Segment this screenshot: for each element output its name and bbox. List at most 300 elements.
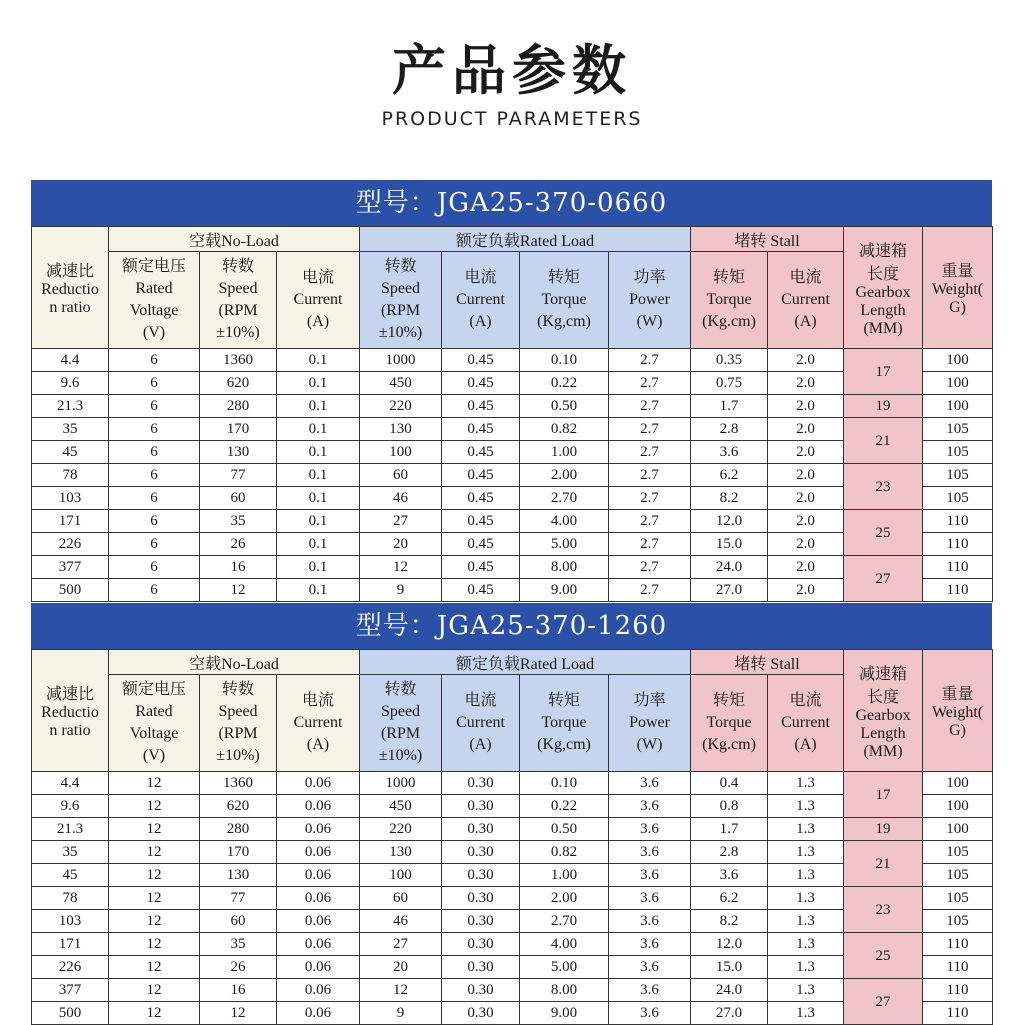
cell-rated-speed: 46 xyxy=(360,487,442,510)
cell-weight: 100 xyxy=(923,795,993,818)
cell-rated-current: 0.30 xyxy=(442,795,520,818)
cell-reduction-ratio: 103 xyxy=(32,910,109,933)
cell-weight: 105 xyxy=(923,487,993,510)
cell-no-load-speed: 35 xyxy=(200,933,277,956)
cell-rated-power: 2.7 xyxy=(609,418,691,441)
header-gearbox-length-line: Length xyxy=(860,301,906,319)
header-rated-voltage-line: (V) xyxy=(142,324,166,341)
cell-no-load-speed: 620 xyxy=(200,372,277,395)
cell-gearbox-length: 21 xyxy=(844,418,923,464)
cell-reduction-ratio: 78 xyxy=(32,464,109,487)
cell-stall-torque: 15.0 xyxy=(691,533,768,556)
cell-rated-torque: 0.50 xyxy=(520,395,609,418)
header-stall-torque-line: (Kg.cm) xyxy=(702,736,756,753)
cell-rated-speed: 9 xyxy=(360,579,442,602)
cell-reduction-ratio: 9.6 xyxy=(32,795,109,818)
cell-rated-speed: 12 xyxy=(360,979,442,1002)
cell-no-load-speed: 280 xyxy=(200,818,277,841)
header-gearbox-length-line: Gearbox xyxy=(855,706,911,724)
cell-weight: 105 xyxy=(923,441,993,464)
page-title: 产品参数 xyxy=(392,39,632,102)
header-no-load-current xyxy=(277,252,360,349)
spec-block-1260 xyxy=(31,603,992,1025)
cell-rated-current: 0.45 xyxy=(442,533,520,556)
cell-no-load-current: 0.1 xyxy=(277,464,360,487)
header-stall-current xyxy=(768,675,844,772)
cell-stall-torque: 3.6 xyxy=(691,441,768,464)
group-header-rated-load: 额定负载Rated Load xyxy=(360,227,691,252)
cell-stall-current: 1.3 xyxy=(768,910,844,933)
table-row xyxy=(32,979,993,1002)
cell-stall-current: 2.0 xyxy=(768,418,844,441)
cell-reduction-ratio: 103 xyxy=(32,487,109,510)
cell-stall-torque: 0.75 xyxy=(691,372,768,395)
cell-no-load-current: 0.06 xyxy=(277,910,360,933)
header-rated-power-line: (W) xyxy=(636,313,663,330)
cell-rated-torque: 9.00 xyxy=(520,1002,609,1025)
header-rated-torque-line: Torque xyxy=(541,291,587,308)
group-header-rated-load: 额定负载Rated Load xyxy=(360,650,691,675)
cell-weight: 105 xyxy=(923,464,993,487)
header-reduction-ratio-line: n ratio xyxy=(49,722,91,739)
header-no-load-speed-line: 转数 xyxy=(221,681,254,698)
header-rated-speed-line: 转数 xyxy=(384,258,417,275)
cell-stall-current: 2.0 xyxy=(768,464,844,487)
cell-gearbox-length: 27 xyxy=(844,979,923,1025)
cell-rated-power: 2.7 xyxy=(609,349,691,372)
table-row xyxy=(32,841,993,864)
cell-rated-speed: 1000 xyxy=(360,772,442,795)
cell-rated-voltage: 12 xyxy=(109,956,200,979)
header-no-load-current-line: (A) xyxy=(306,736,330,753)
cell-rated-torque: 4.00 xyxy=(520,933,609,956)
cell-rated-speed: 60 xyxy=(360,464,442,487)
cell-rated-voltage: 12 xyxy=(109,795,200,818)
header-no-load-speed-line: Speed xyxy=(218,280,258,297)
cell-stall-current: 1.3 xyxy=(768,979,844,1002)
cell-stall-current: 1.3 xyxy=(768,795,844,818)
cell-gearbox-length: 23 xyxy=(844,887,923,933)
header-stall-torque-line: 转矩 xyxy=(713,692,746,709)
header-stall-current-line: Current xyxy=(781,714,830,731)
cell-stall-torque: 24.0 xyxy=(691,556,768,579)
cell-rated-power: 3.6 xyxy=(609,933,691,956)
cell-rated-torque: 0.82 xyxy=(520,418,609,441)
header-no-load-speed xyxy=(200,675,277,772)
cell-rated-torque: 0.22 xyxy=(520,795,609,818)
cell-no-load-speed: 280 xyxy=(200,395,277,418)
cell-no-load-current: 0.06 xyxy=(277,864,360,887)
cell-rated-voltage: 12 xyxy=(109,1002,200,1025)
cell-rated-voltage: 12 xyxy=(109,933,200,956)
header-no-load-current xyxy=(277,675,360,772)
cell-rated-current: 0.30 xyxy=(442,956,520,979)
header-gearbox-length xyxy=(844,227,923,349)
cell-rated-voltage: 6 xyxy=(109,487,200,510)
cell-weight: 110 xyxy=(923,933,993,956)
cell-rated-power: 3.6 xyxy=(609,772,691,795)
cell-stall-torque: 27.0 xyxy=(691,1002,768,1025)
cell-rated-speed: 20 xyxy=(360,533,442,556)
cell-reduction-ratio: 171 xyxy=(32,510,109,533)
cell-stall-torque: 3.6 xyxy=(691,864,768,887)
model-banner: 型号：JGA25-370-1260 xyxy=(31,603,992,649)
cell-reduction-ratio: 21.3 xyxy=(32,818,109,841)
cell-reduction-ratio: 226 xyxy=(32,533,109,556)
cell-rated-power: 3.6 xyxy=(609,864,691,887)
cell-no-load-current: 0.1 xyxy=(277,510,360,533)
cell-no-load-speed: 60 xyxy=(200,487,277,510)
header-no-load-speed xyxy=(200,252,277,349)
header-rated-speed-line: 转数 xyxy=(384,681,417,698)
header-rated-speed xyxy=(360,675,442,772)
cell-rated-current: 0.30 xyxy=(442,841,520,864)
cell-no-load-current: 0.1 xyxy=(277,579,360,602)
header-no-load-current-line: Current xyxy=(293,291,343,308)
header-rated-power-line: 功率 xyxy=(633,692,666,709)
cell-rated-power: 3.6 xyxy=(609,1002,691,1025)
cell-rated-power: 3.6 xyxy=(609,818,691,841)
header-rated-voltage-line: Rated xyxy=(135,280,173,297)
header-gearbox-length-line: 长度 xyxy=(867,265,900,283)
group-header-row xyxy=(32,650,993,675)
cell-rated-speed: 12 xyxy=(360,556,442,579)
cell-stall-current: 1.3 xyxy=(768,841,844,864)
cell-no-load-speed: 620 xyxy=(200,795,277,818)
cell-stall-torque: 0.4 xyxy=(691,772,768,795)
cell-no-load-current: 0.06 xyxy=(277,795,360,818)
cell-rated-current: 0.45 xyxy=(442,395,520,418)
header-rated-power xyxy=(609,675,691,772)
header-rated-voltage xyxy=(109,675,200,772)
cell-no-load-speed: 12 xyxy=(200,1002,277,1025)
cell-rated-speed: 27 xyxy=(360,510,442,533)
table-row xyxy=(32,556,993,579)
cell-rated-speed: 100 xyxy=(360,864,442,887)
table-row xyxy=(32,933,993,956)
header-stall-torque-line: Torque xyxy=(706,291,752,308)
cell-reduction-ratio: 35 xyxy=(32,418,109,441)
cell-stall-current: 1.3 xyxy=(768,1002,844,1025)
spec-table xyxy=(31,649,993,1025)
cell-no-load-speed: 60 xyxy=(200,910,277,933)
header-rated-torque-line: 转矩 xyxy=(548,269,581,286)
cell-weight: 105 xyxy=(923,841,993,864)
cell-stall-current: 2.0 xyxy=(768,487,844,510)
cell-rated-power: 2.7 xyxy=(609,556,691,579)
table-row xyxy=(32,464,993,487)
cell-rated-torque: 8.00 xyxy=(520,979,609,1002)
header-rated-speed-line: (RPM xyxy=(380,725,421,742)
header-weight-line: 重量 xyxy=(941,263,974,280)
header-rated-torque-line: 转矩 xyxy=(548,692,581,709)
header-weight-line: Weight( xyxy=(931,704,984,721)
cell-rated-power: 2.7 xyxy=(609,510,691,533)
spec-block-0660 xyxy=(31,180,992,602)
header-rated-voltage-line: 额定电压 xyxy=(121,681,186,698)
header-gearbox-length-line: 减速箱 xyxy=(859,665,908,683)
cell-no-load-speed: 1360 xyxy=(200,349,277,372)
header-no-load-speed-line: Speed xyxy=(218,703,258,720)
cell-reduction-ratio: 377 xyxy=(32,556,109,579)
header-rated-torque-line: (Kg,cm) xyxy=(537,736,591,753)
cell-rated-torque: 4.00 xyxy=(520,510,609,533)
cell-stall-current: 1.3 xyxy=(768,887,844,910)
cell-rated-torque: 0.10 xyxy=(520,349,609,372)
header-rated-torque-line: (Kg,cm) xyxy=(537,313,591,330)
cell-rated-torque: 9.00 xyxy=(520,579,609,602)
header-rated-voltage-line: (V) xyxy=(142,747,166,764)
header-rated-current xyxy=(442,252,520,349)
cell-stall-torque: 24.0 xyxy=(691,979,768,1002)
cell-no-load-current: 0.1 xyxy=(277,487,360,510)
cell-no-load-speed: 26 xyxy=(200,956,277,979)
cell-rated-torque: 2.00 xyxy=(520,464,609,487)
cell-no-load-speed: 1360 xyxy=(200,772,277,795)
header-no-load-speed-line: ±10%) xyxy=(216,324,260,341)
cell-rated-voltage: 6 xyxy=(109,395,200,418)
group-header-row xyxy=(32,227,993,252)
header-weight-line: G) xyxy=(949,299,966,316)
header-stall-current-line: (A) xyxy=(794,313,817,330)
cell-rated-current: 0.30 xyxy=(442,1002,520,1025)
cell-gearbox-length: 17 xyxy=(844,772,923,818)
cell-reduction-ratio: 171 xyxy=(32,933,109,956)
cell-weight: 110 xyxy=(923,533,993,556)
cell-no-load-speed: 35 xyxy=(200,510,277,533)
header-stall-torque-line: 转矩 xyxy=(713,269,746,286)
cell-rated-power: 3.6 xyxy=(609,956,691,979)
cell-stall-current: 1.3 xyxy=(768,864,844,887)
header-rated-speed-line: ±10%) xyxy=(378,324,423,341)
cell-no-load-speed: 130 xyxy=(200,441,277,464)
cell-weight: 105 xyxy=(923,910,993,933)
cell-stall-torque: 6.2 xyxy=(691,887,768,910)
cell-rated-voltage: 6 xyxy=(109,441,200,464)
header-gearbox-length-line: 减速箱 xyxy=(859,242,908,260)
header-no-load-speed-line: 转数 xyxy=(221,258,254,275)
cell-rated-voltage: 12 xyxy=(109,979,200,1002)
cell-reduction-ratio: 4.4 xyxy=(32,349,109,372)
header-reduction-ratio-line: Reductio xyxy=(41,281,99,298)
cell-stall-torque: 8.2 xyxy=(691,910,768,933)
header-gearbox-length-line: (MM) xyxy=(863,742,903,760)
cell-rated-current: 0.30 xyxy=(442,887,520,910)
cell-gearbox-length: 25 xyxy=(844,933,923,979)
cell-rated-current: 0.45 xyxy=(442,464,520,487)
cell-rated-voltage: 6 xyxy=(109,533,200,556)
header-weight-line: Weight( xyxy=(931,281,984,298)
cell-reduction-ratio: 35 xyxy=(32,841,109,864)
cell-rated-torque: 0.50 xyxy=(520,818,609,841)
header-rated-speed-line: Speed xyxy=(380,280,421,297)
cell-rated-voltage: 6 xyxy=(109,418,200,441)
header-stall-current-line: 电流 xyxy=(789,692,822,709)
cell-stall-current: 1.3 xyxy=(768,933,844,956)
header-rated-power xyxy=(609,252,691,349)
table-row xyxy=(32,510,993,533)
cell-rated-speed: 1000 xyxy=(360,349,442,372)
header-weight xyxy=(923,650,993,772)
cell-no-load-current: 0.1 xyxy=(277,556,360,579)
cell-reduction-ratio: 226 xyxy=(32,956,109,979)
cell-stall-current: 2.0 xyxy=(768,349,844,372)
cell-reduction-ratio: 45 xyxy=(32,441,109,464)
cell-rated-current: 0.45 xyxy=(442,372,520,395)
header-reduction-ratio xyxy=(32,227,109,349)
cell-rated-speed: 450 xyxy=(360,795,442,818)
cell-no-load-current: 0.1 xyxy=(277,349,360,372)
header-stall-torque xyxy=(691,252,768,349)
header-rated-current xyxy=(442,675,520,772)
header-gearbox-length xyxy=(844,650,923,772)
cell-gearbox-length: 23 xyxy=(844,464,923,510)
cell-no-load-speed: 170 xyxy=(200,418,277,441)
cell-rated-power: 3.6 xyxy=(609,841,691,864)
cell-rated-voltage: 6 xyxy=(109,349,200,372)
header-stall-current xyxy=(768,252,844,349)
cell-rated-power: 3.6 xyxy=(609,795,691,818)
header-rated-voltage-line: 额定电压 xyxy=(121,258,186,275)
cell-no-load-current: 0.1 xyxy=(277,533,360,556)
cell-weight: 105 xyxy=(923,864,993,887)
cell-rated-torque: 1.00 xyxy=(520,864,609,887)
cell-stall-torque: 0.8 xyxy=(691,795,768,818)
cell-stall-current: 1.3 xyxy=(768,956,844,979)
cell-weight: 105 xyxy=(923,887,993,910)
cell-no-load-current: 0.1 xyxy=(277,395,360,418)
cell-rated-power: 2.7 xyxy=(609,579,691,602)
cell-no-load-current: 0.1 xyxy=(277,372,360,395)
cell-stall-current: 2.0 xyxy=(768,556,844,579)
cell-rated-current: 0.45 xyxy=(442,441,520,464)
cell-stall-torque: 2.8 xyxy=(691,418,768,441)
cell-no-load-speed: 16 xyxy=(200,979,277,1002)
cell-weight: 100 xyxy=(923,818,993,841)
cell-rated-speed: 220 xyxy=(360,818,442,841)
cell-gearbox-length: 19 xyxy=(844,395,923,418)
header-gearbox-length-line: Length xyxy=(860,724,906,742)
cell-rated-speed: 27 xyxy=(360,933,442,956)
cell-stall-torque: 1.7 xyxy=(691,818,768,841)
cell-reduction-ratio: 78 xyxy=(32,887,109,910)
cell-reduction-ratio: 500 xyxy=(32,1002,109,1025)
cell-gearbox-length: 17 xyxy=(844,349,923,395)
cell-stall-current: 2.0 xyxy=(768,372,844,395)
header-gearbox-length-line: Gearbox xyxy=(855,283,911,301)
cell-rated-voltage: 6 xyxy=(109,372,200,395)
cell-no-load-speed: 130 xyxy=(200,864,277,887)
header-reduction-ratio xyxy=(32,650,109,772)
cell-weight: 110 xyxy=(923,956,993,979)
table-row xyxy=(32,887,993,910)
header-stall-current-line: 电流 xyxy=(789,269,822,286)
cell-stall-current: 1.3 xyxy=(768,818,844,841)
header-stall-current-line: (A) xyxy=(794,736,817,753)
cell-rated-current: 0.30 xyxy=(442,772,520,795)
cell-rated-speed: 20 xyxy=(360,956,442,979)
header-rated-speed-line: Speed xyxy=(380,703,421,720)
cell-rated-current: 0.30 xyxy=(442,818,520,841)
cell-rated-speed: 60 xyxy=(360,887,442,910)
header-rated-voltage xyxy=(109,252,200,349)
cell-rated-power: 3.6 xyxy=(609,887,691,910)
header-rated-torque xyxy=(520,252,609,349)
cell-rated-torque: 0.22 xyxy=(520,372,609,395)
header-no-load-current-line: 电流 xyxy=(302,269,335,286)
cell-no-load-current: 0.1 xyxy=(277,418,360,441)
cell-rated-speed: 9 xyxy=(360,1002,442,1025)
cell-reduction-ratio: 377 xyxy=(32,979,109,1002)
cell-rated-voltage: 6 xyxy=(109,579,200,602)
header-no-load-current-line: (A) xyxy=(306,313,330,330)
cell-weight: 100 xyxy=(923,395,993,418)
cell-no-load-current: 0.06 xyxy=(277,956,360,979)
cell-no-load-current: 0.06 xyxy=(277,933,360,956)
cell-weight: 100 xyxy=(923,349,993,372)
cell-rated-current: 0.45 xyxy=(442,418,520,441)
table-row xyxy=(32,772,993,795)
cell-rated-torque: 5.00 xyxy=(520,956,609,979)
cell-rated-torque: 1.00 xyxy=(520,441,609,464)
cell-rated-voltage: 12 xyxy=(109,772,200,795)
header-reduction-ratio-line: Reductio xyxy=(41,704,99,721)
cell-gearbox-length: 21 xyxy=(844,841,923,887)
header-weight xyxy=(923,227,993,349)
cell-no-load-speed: 77 xyxy=(200,464,277,487)
cell-no-load-speed: 170 xyxy=(200,841,277,864)
header-rated-speed-line: ±10%) xyxy=(378,747,423,764)
header-rated-torque-line: Torque xyxy=(541,714,587,731)
cell-rated-power: 2.7 xyxy=(609,395,691,418)
cell-weight: 110 xyxy=(923,510,993,533)
cell-no-load-current: 0.06 xyxy=(277,818,360,841)
cell-reduction-ratio: 500 xyxy=(32,579,109,602)
cell-stall-torque: 2.8 xyxy=(691,841,768,864)
cell-stall-torque: 8.2 xyxy=(691,487,768,510)
cell-weight: 100 xyxy=(923,772,993,795)
header-reduction-ratio-line: n ratio xyxy=(49,299,91,316)
header-no-load-speed-line: ±10%) xyxy=(216,747,260,764)
cell-gearbox-length: 19 xyxy=(844,818,923,841)
cell-rated-power: 3.6 xyxy=(609,979,691,1002)
header-rated-current-line: 电流 xyxy=(464,692,497,709)
cell-rated-power: 2.7 xyxy=(609,464,691,487)
header-rated-power-line: Power xyxy=(629,291,670,308)
cell-rated-torque: 2.70 xyxy=(520,487,609,510)
cell-gearbox-length: 25 xyxy=(844,510,923,556)
cell-stall-torque: 1.7 xyxy=(691,395,768,418)
cell-stall-torque: 15.0 xyxy=(691,956,768,979)
cell-rated-speed: 450 xyxy=(360,372,442,395)
table-row xyxy=(32,818,993,841)
page-subtitle: PRODUCT PARAMETERS xyxy=(381,108,643,130)
header-rated-speed xyxy=(360,252,442,349)
header-reduction-ratio-line: 减速比 xyxy=(45,686,94,703)
header-weight-line: G) xyxy=(949,722,966,739)
header-no-load-speed-line: (RPM xyxy=(218,302,258,319)
cell-rated-current: 0.30 xyxy=(442,979,520,1002)
header-reduction-ratio-line: 减速比 xyxy=(45,263,94,280)
cell-rated-torque: 5.00 xyxy=(520,533,609,556)
header-rated-current-line: (A) xyxy=(469,736,492,753)
cell-rated-voltage: 6 xyxy=(109,556,200,579)
cell-rated-voltage: 12 xyxy=(109,818,200,841)
header-no-load-speed-line: (RPM xyxy=(218,725,258,742)
table-row xyxy=(32,395,993,418)
header-stall-torque-line: (Kg.cm) xyxy=(702,313,756,330)
cell-rated-current: 0.45 xyxy=(442,510,520,533)
